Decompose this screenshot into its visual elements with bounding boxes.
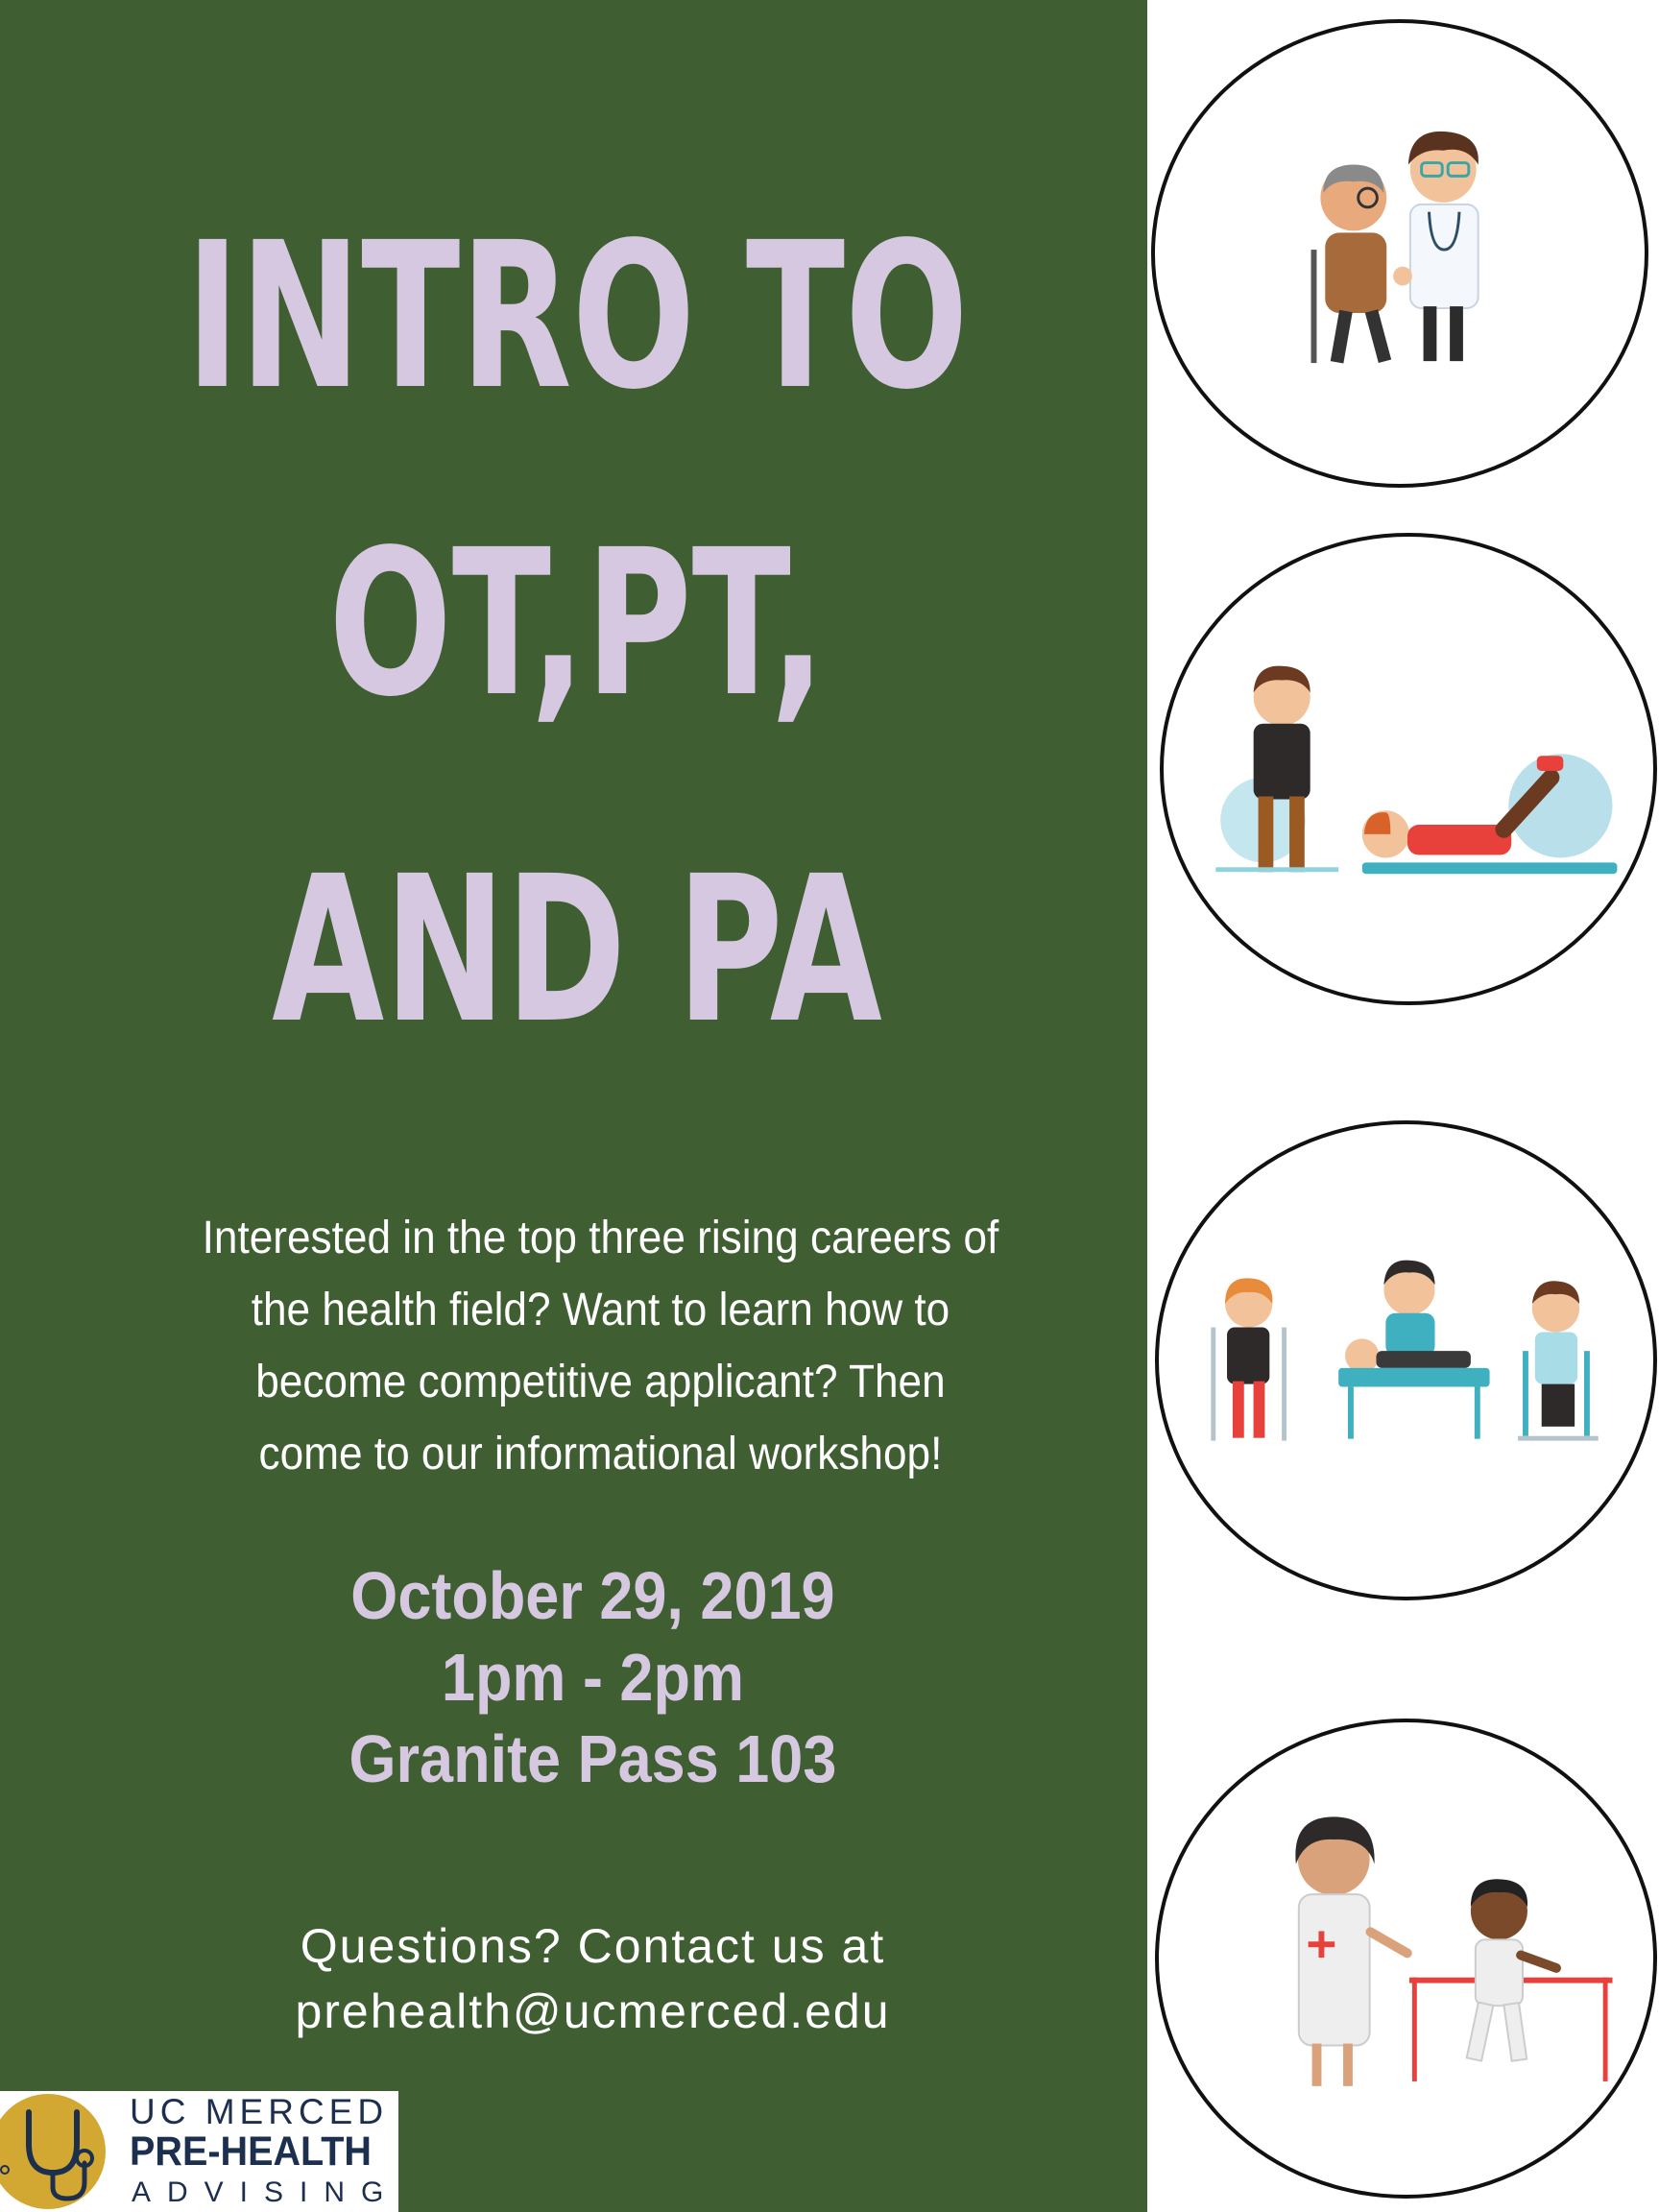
physical-therapy-exercise-ball-icon [1160,533,1657,1005]
doctor-with-elderly-patient-icon [1151,19,1648,488]
event-location: Granite Pass 103 [349,1721,837,1796]
logo-line-uc-merced: UC MERCED [130,2092,389,2131]
rehabilitation-clinic-icon [1155,1120,1657,1600]
event-date: October 29, 2019 [350,1558,835,1633]
event-details [60,1555,1127,1800]
nurse-with-child-parallel-bars-icon [1155,1719,1657,2199]
headline-line-3: AND PA [272,832,882,1068]
headline-line-1: INTRO TO [185,199,969,434]
stethoscope-seal-icon [0,2091,121,2212]
description-line: the health field? Want to learn how to [251,1285,950,1335]
event-time: 1pm - 2pm [441,1640,744,1715]
description-line: become competitive applicant? Then [255,1357,946,1407]
headline-line-2: OT,PT, [328,506,826,741]
logo-line-advising: ADVISING [132,2176,400,2208]
contact-info [0,1913,1186,2044]
uc-merced-pre-health-logo [0,2091,398,2212]
event-description [143,1202,1057,1490]
description-line: come to our informational workshop! [258,1429,943,1479]
description-line: Interested in the top three rising careers of [202,1213,999,1263]
contact-email[interactable]: prehealth@ucmerced.edu [295,1984,891,2038]
logo-line-pre-health: PRE-HEALTH [130,2128,373,2175]
contact-prompt: Questions? Contact us at [300,1919,886,1973]
